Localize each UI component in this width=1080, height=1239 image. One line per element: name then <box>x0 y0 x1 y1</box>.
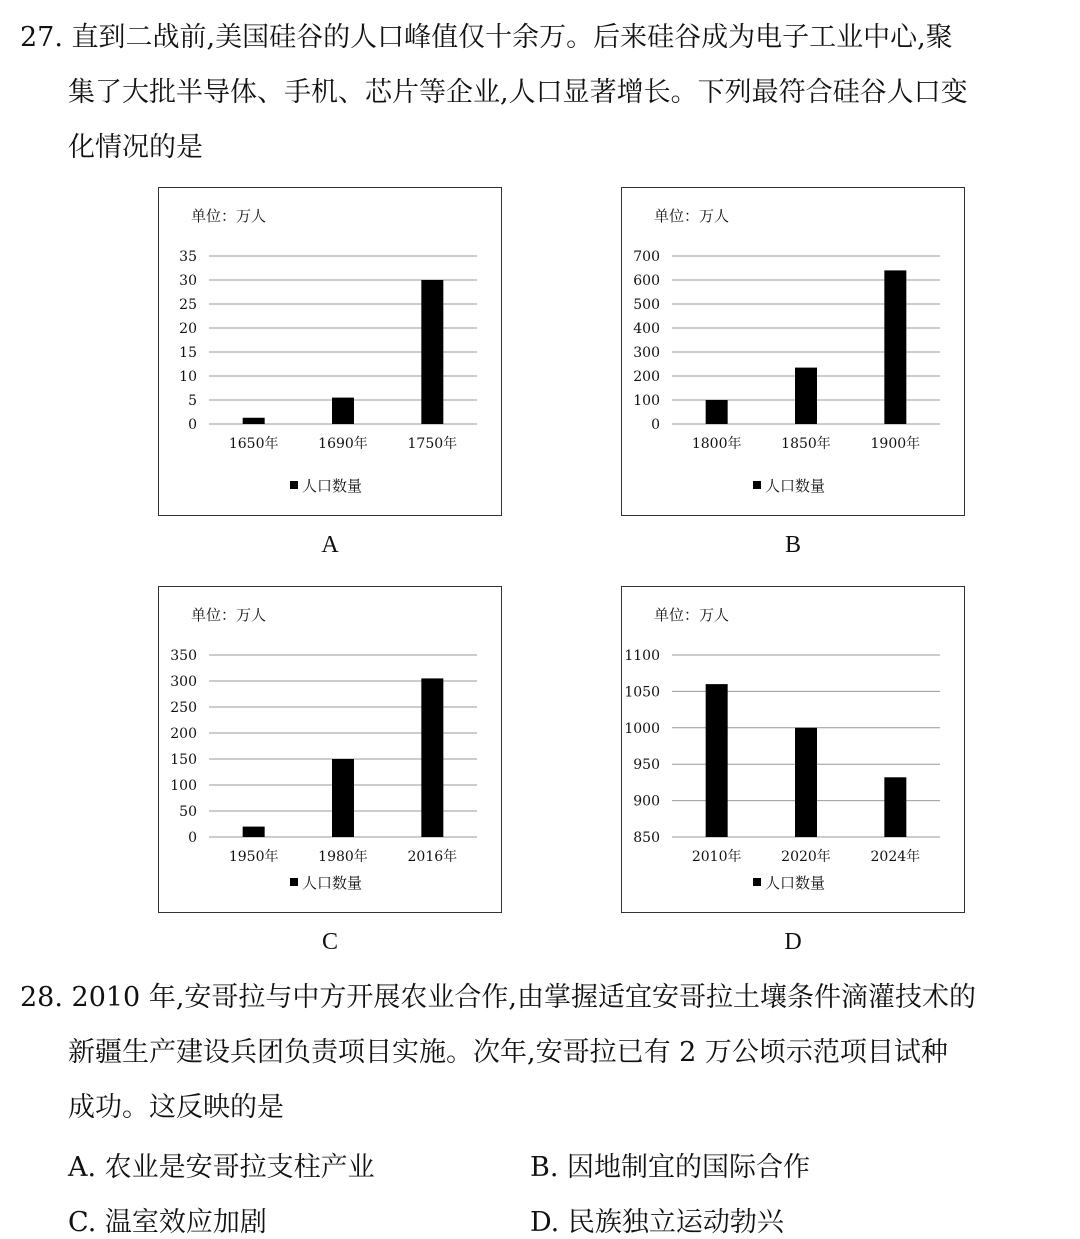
unit-label: 单位：万人 <box>654 606 730 624</box>
x-tick-label: 1850年 <box>781 436 831 452</box>
unit-label: 单位：万人 <box>191 606 267 624</box>
q28-line-1: 28. 2010 年,安哥拉与中方开展农业合作,由掌握适宜安哥拉土壤条件滴灌技术的 <box>20 982 976 1013</box>
q28-option-d[interactable]: D. 民族独立运动勃兴 <box>530 1207 784 1238</box>
legend-swatch <box>753 481 761 489</box>
y-tick-label: 850 <box>633 830 660 846</box>
q27-line-3: 化情况的是 <box>68 132 203 163</box>
y-tick-label: 15 <box>179 345 197 361</box>
legend-swatch <box>290 481 298 489</box>
bar <box>421 678 443 837</box>
y-tick-label: 1050 <box>624 684 660 701</box>
x-tick-label: 1980年 <box>318 849 368 865</box>
x-tick-label: 1650年 <box>228 436 279 452</box>
x-tick-label: 1690年 <box>318 436 368 452</box>
x-tick-label: 2010年 <box>691 849 742 865</box>
y-tick-label: 300 <box>170 674 197 690</box>
unit-label: 单位：万人 <box>191 207 267 225</box>
y-tick-label: 1000 <box>624 720 660 737</box>
y-tick-label: 0 <box>651 417 660 433</box>
bar <box>884 270 906 424</box>
bar <box>795 368 817 424</box>
y-tick-label: 300 <box>633 345 660 361</box>
y-tick-label: 50 <box>179 804 197 820</box>
y-tick-label: 0 <box>188 417 197 433</box>
y-tick-label: 20 <box>179 321 197 337</box>
q28-option-b[interactable]: B. 因地制宜的国际合作 <box>530 1152 811 1183</box>
bar <box>795 728 817 837</box>
y-tick-label: 250 <box>170 700 197 716</box>
chart-c-letter: C <box>321 929 338 955</box>
y-tick-label: 25 <box>179 297 197 313</box>
x-tick-label: 2016年 <box>407 849 458 865</box>
y-tick-label: 5 <box>188 393 197 409</box>
legend-label: 人口数量 <box>302 874 363 892</box>
q28-option-c[interactable]: C. 温室效应加剧 <box>68 1207 267 1238</box>
y-tick-label: 30 <box>179 273 197 289</box>
y-tick-label: 200 <box>633 369 660 385</box>
chart-a-letter: A <box>321 532 339 558</box>
bar <box>243 827 265 837</box>
y-tick-label: 200 <box>170 726 197 742</box>
chart-b <box>621 187 965 516</box>
bar <box>332 398 354 424</box>
legend-label: 人口数量 <box>765 874 826 892</box>
chart-svg <box>622 587 964 912</box>
unit-label: 单位：万人 <box>654 207 730 225</box>
y-tick-label: 0 <box>188 830 197 846</box>
legend-label: 人口数量 <box>302 477 363 495</box>
y-tick-label: 10 <box>179 369 197 385</box>
y-tick-label: 500 <box>633 297 660 313</box>
bar <box>884 777 906 837</box>
x-tick-label: 2020年 <box>781 849 831 865</box>
bar <box>243 418 265 424</box>
legend-swatch <box>290 878 298 886</box>
chart-svg <box>159 188 501 515</box>
y-tick-label: 150 <box>170 752 197 768</box>
y-tick-label: 1100 <box>624 648 660 664</box>
x-tick-label: 1800年 <box>691 436 742 452</box>
bar <box>706 684 728 837</box>
chart-d <box>621 586 965 913</box>
y-tick-label: 400 <box>633 321 660 337</box>
y-tick-label: 600 <box>633 273 660 289</box>
x-tick-label: 1750年 <box>407 436 458 452</box>
x-tick-label: 1900年 <box>870 436 921 452</box>
q28-line-3: 成功。这反映的是 <box>68 1092 284 1123</box>
x-tick-label: 2024年 <box>870 849 921 865</box>
legend-label: 人口数量 <box>765 477 826 495</box>
y-tick-label: 100 <box>633 393 660 409</box>
chart-d-letter: D <box>784 929 802 955</box>
q27-line-1: 27. 直到二战前,美国硅谷的人口峰值仅十余万。后来硅谷成为电子工业中心,聚 <box>20 22 953 53</box>
y-tick-label: 35 <box>179 249 197 265</box>
y-tick-label: 350 <box>170 648 197 664</box>
bar <box>706 400 728 424</box>
bar <box>332 759 354 837</box>
bar <box>421 280 443 424</box>
y-tick-label: 100 <box>170 778 197 794</box>
q27-line-2: 集了大批半导体、手机、芯片等企业,人口显著增长。下列最符合硅谷人口变 <box>68 77 968 108</box>
q28-option-a[interactable]: A. 农业是安哥拉支柱产业 <box>68 1152 375 1183</box>
y-tick-label: 950 <box>633 757 660 774</box>
q28-line-2: 新疆生产建设兵团负责项目实施。次年,安哥拉已有 2 万公顷示范项目试种 <box>68 1037 948 1068</box>
legend-swatch <box>753 878 761 886</box>
chart-b-letter: B <box>784 532 801 558</box>
chart-c <box>158 586 502 913</box>
chart-svg <box>159 587 501 912</box>
y-tick-label: 900 <box>633 793 660 810</box>
y-tick-label: 700 <box>633 249 660 265</box>
chart-a <box>158 187 502 516</box>
x-tick-label: 1950年 <box>228 849 279 865</box>
chart-svg <box>622 188 964 515</box>
